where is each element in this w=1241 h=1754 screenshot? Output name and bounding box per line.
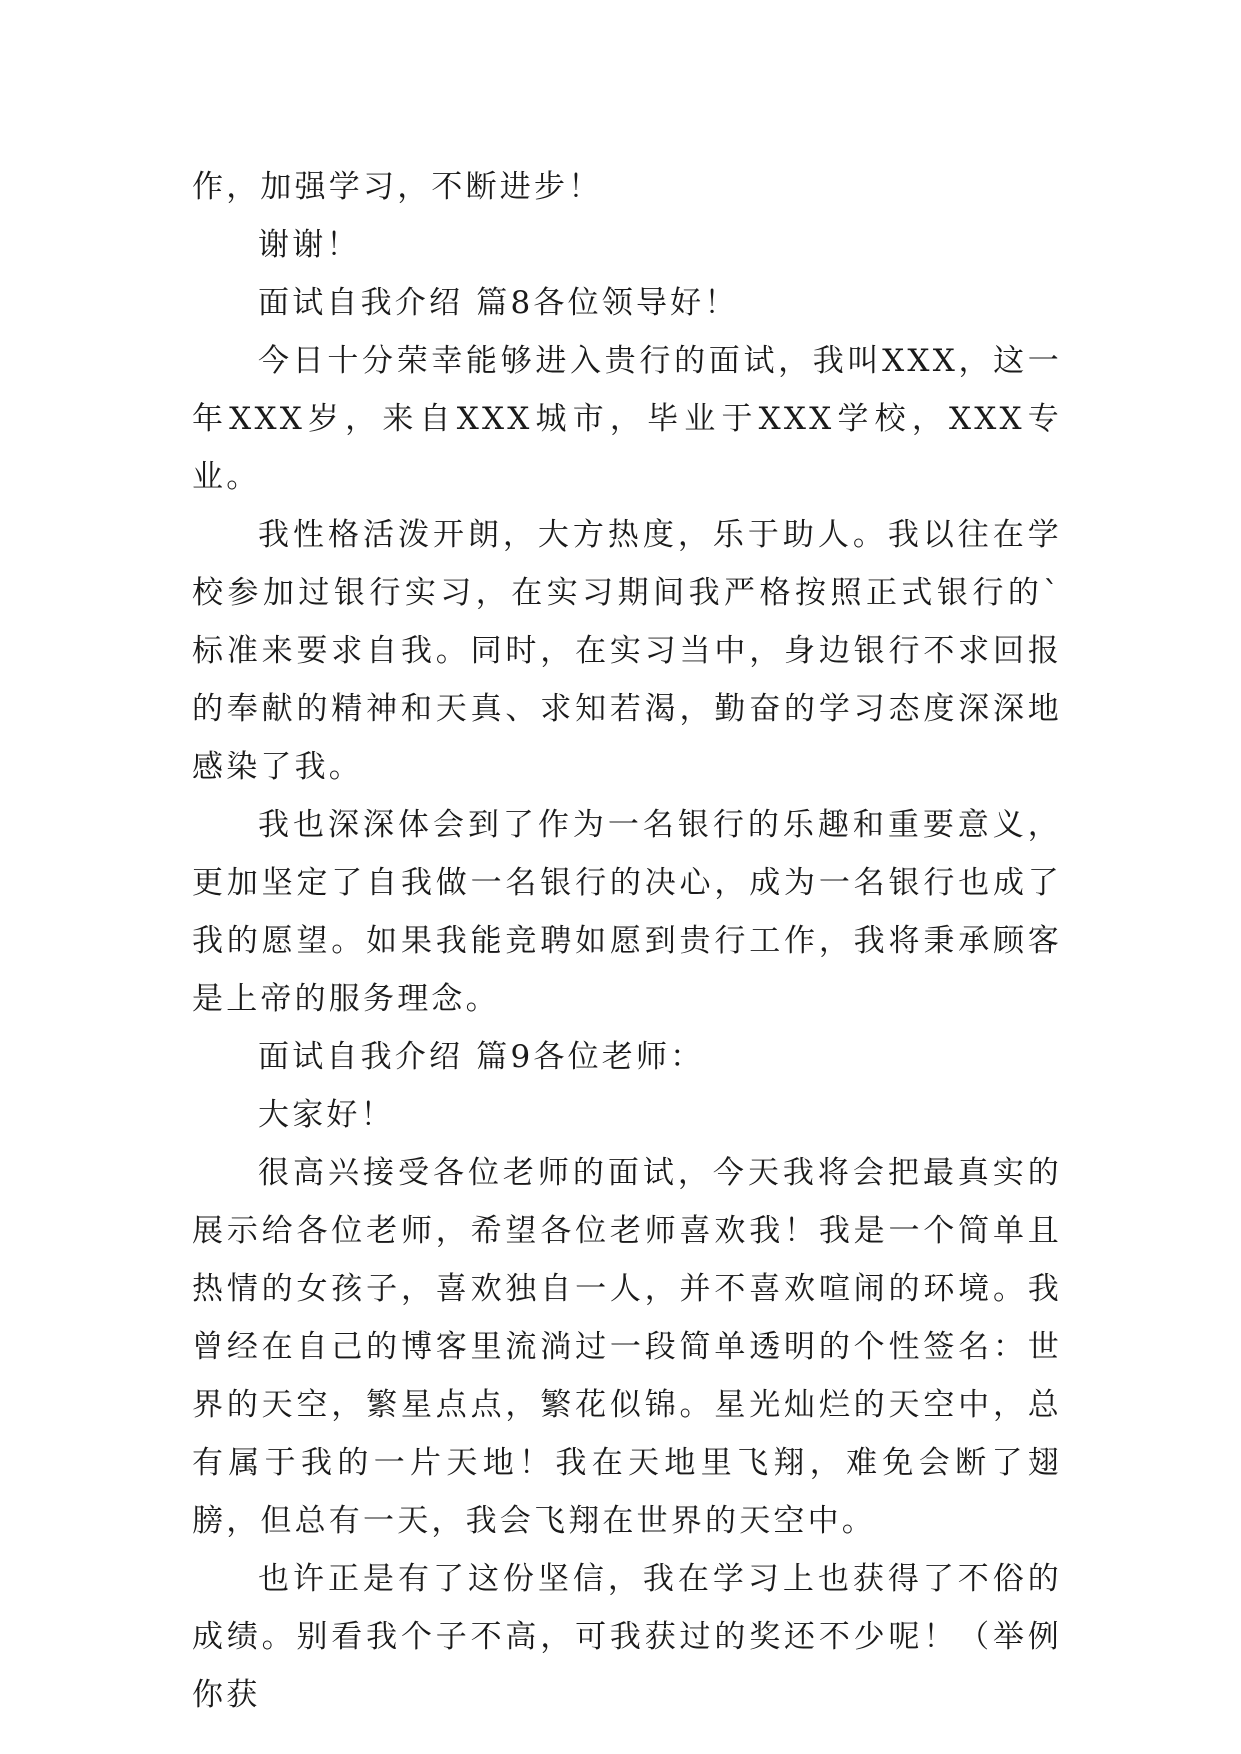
paragraph: 我也深深体会到了作为一名银行的乐趣和重要意义，更加坚定了自我做一名银行的决心，成为一名银行也成了我的愿望。如果我能竞聘如愿到贵行工作，我将秉承顾客是上帝的服务理念。 (192, 807, 1062, 1017)
paragraph: 谢谢！ (258, 227, 361, 263)
paragraph: 今日十分荣幸能够进入贵行的面试，我叫XXX，这一年XXX岁，来自XXX城市，毕业于XXX学校，XXX专业。 (192, 343, 1062, 495)
paragraph: 大家好！ (258, 1097, 395, 1133)
paragraph: 作，加强学习，不断进步！ (192, 169, 603, 205)
document-body (192, 158, 1062, 1724)
paragraph: 也许正是有了这份坚信，我在学习上也获得了不俗的成绩。别看我个子不高，可我获过的奖还不少呢！（举例你获 (192, 1561, 1062, 1713)
paragraph: 很高兴接受各位老师的面试，今天我将会把最真实的展示给各位老师，希望各位老师喜欢我！我是一个简单且热情的女孩子，喜欢独自一人，并不喜欢喧闹的环境。我曾经在自己的博客里流淌过一段简单透明的个性签名：世界的天空，繁星点点，繁花似锦。星光灿烂的天空中，总有属于我的一片天地！我在天地里飞翔，难免会断了翅膀，但总有一天，我会飞翔在世界的天空中。 (192, 1155, 1062, 1539)
paragraph: 我性格活泼开朗，大方热度，乐于助人。我以往在学校参加过银行实习，在实习期间我严格按照正式银行的`标准来要求自我。同时，在实习当中，身边银行不求回报的奉献的精神和天真、求知若渴，勤奋的学习态度深深地感染了我。 (192, 517, 1062, 785)
section-heading: 面试自我介绍 篇8各位领导好！ (258, 285, 739, 321)
section-heading: 面试自我介绍 篇9各位老师： (258, 1039, 705, 1075)
